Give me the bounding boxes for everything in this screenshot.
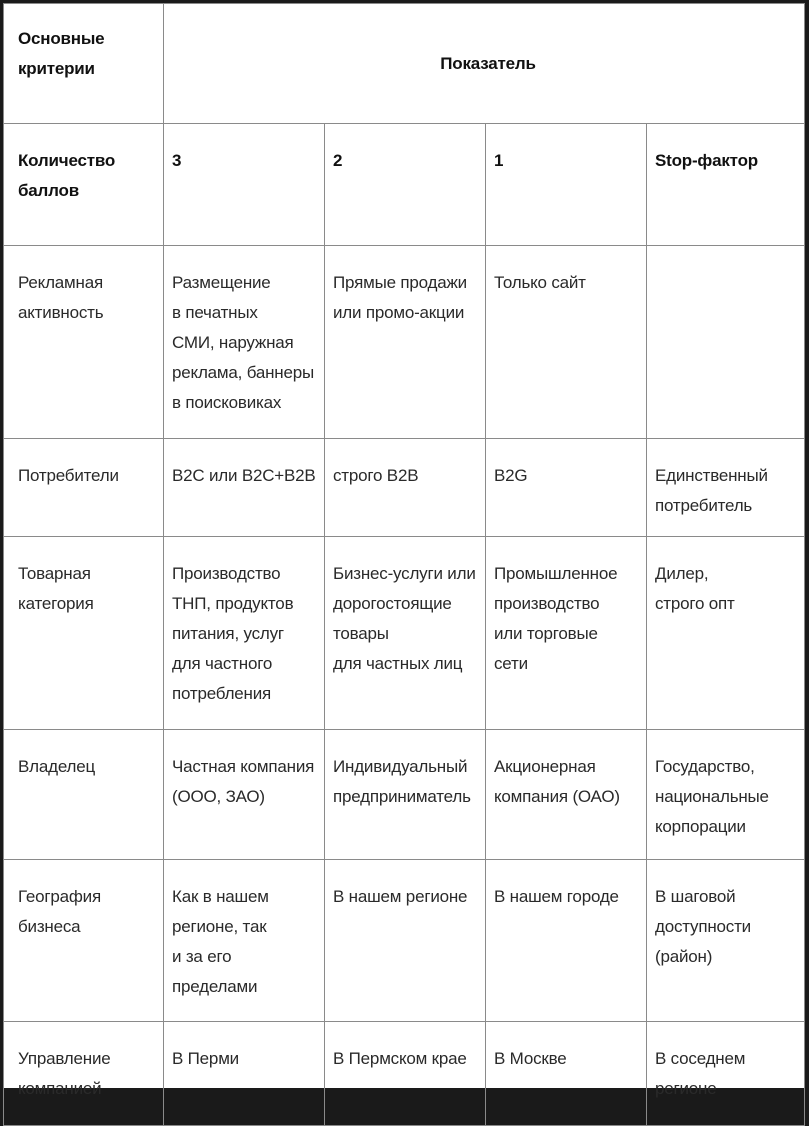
- value-text: В Пермском крае: [333, 1049, 467, 1068]
- value-cell: [647, 537, 805, 730]
- value-cell: [647, 439, 805, 537]
- document-page: [3, 3, 804, 1098]
- criterion-cell: [4, 860, 164, 1022]
- criterion-cell: [4, 730, 164, 860]
- value-cell: [486, 860, 647, 1022]
- criterion-cell: [4, 1022, 164, 1126]
- value-cell: [164, 537, 325, 730]
- value-cell: [325, 730, 486, 860]
- score-value: 2: [333, 151, 343, 170]
- value-cell: [647, 1022, 805, 1126]
- value-cell: [325, 439, 486, 537]
- value-text: Только сайт: [494, 273, 586, 292]
- criteria-table: [3, 3, 805, 1126]
- value-cell: [325, 246, 486, 439]
- value-text: Государство, национальные корпорации: [655, 757, 769, 836]
- value-cell: [486, 1022, 647, 1126]
- value-cell: [486, 730, 647, 860]
- criterion-cell: [4, 439, 164, 537]
- table-row-geography: [4, 860, 805, 1022]
- score-cell-2: [325, 124, 486, 246]
- value-cell: [486, 537, 647, 730]
- value-text: Размещение в печатных СМИ, наружная реклама, баннеры в поисковиках: [172, 273, 315, 412]
- value-cell: [647, 246, 805, 439]
- criteria-header-label: Основные критерии: [18, 29, 105, 78]
- value-cell: [325, 537, 486, 730]
- value-cell: [164, 860, 325, 1022]
- value-text: Прямые продажи или промо-акции: [333, 273, 467, 322]
- value-text: Бизнес-услуги или дорогостоящие товары для частных лиц: [333, 564, 476, 673]
- value-cell: [325, 1022, 486, 1126]
- table-row-owner: [4, 730, 805, 860]
- value-text: B2C или B2C+B2B: [172, 466, 316, 485]
- value-text: B2G: [494, 466, 528, 485]
- criterion-label: Рекламная активность: [18, 273, 104, 322]
- value-cell: [647, 860, 805, 1022]
- value-text: Частная компания (ООО, ЗАО): [172, 757, 315, 806]
- header-row: [4, 4, 805, 124]
- value-text: В нашем городе: [494, 887, 619, 906]
- value-text: Единственный потребитель: [655, 466, 768, 515]
- value-text: Промышленное производство или торговые сети: [494, 564, 618, 673]
- score-value: Stop-фактор: [655, 151, 758, 170]
- criterion-label: Управление компанией: [18, 1049, 111, 1098]
- value-cell: [164, 1022, 325, 1126]
- criterion-label: Потребители: [18, 466, 119, 485]
- score-cell-3: [164, 124, 325, 246]
- value-cell: [325, 860, 486, 1022]
- indicator-header-cell: [164, 4, 805, 124]
- value-text: В соседнем регионе: [655, 1049, 746, 1098]
- value-text: В Москве: [494, 1049, 567, 1068]
- criterion-label: Товарная категория: [18, 564, 94, 613]
- value-cell: [164, 246, 325, 439]
- value-cell: [486, 246, 647, 439]
- value-text: В шаговой доступности (район): [655, 887, 751, 966]
- value-cell: [486, 439, 647, 537]
- value-cell: [164, 730, 325, 860]
- table-row-advertising: [4, 246, 805, 439]
- value-cell: [164, 439, 325, 537]
- indicator-header-label: Показатель: [440, 53, 536, 73]
- score-cell-stop: [647, 124, 805, 246]
- table-row-category: [4, 537, 805, 730]
- score-cell-1: [486, 124, 647, 246]
- score-row: [4, 124, 805, 246]
- criterion-cell: [4, 246, 164, 439]
- value-cell: [647, 730, 805, 860]
- score-value: 1: [494, 151, 504, 170]
- value-text: Индивидуальный предприниматель: [333, 757, 471, 806]
- value-text: Как в нашем регионе, так и за его пределами: [172, 887, 269, 996]
- criteria-header-cell: [4, 4, 164, 124]
- table-row-management: [4, 1022, 805, 1126]
- value-text: В Перми: [172, 1049, 239, 1068]
- value-text: строго B2B: [333, 466, 419, 485]
- value-text: Производство ТНП, продуктов питания, услуг для частного потребления: [172, 564, 294, 703]
- score-value: 3: [172, 151, 182, 170]
- value-text: В нашем регионе: [333, 887, 468, 906]
- score-label: Количество баллов: [18, 151, 116, 200]
- criterion-label: Владелец: [18, 757, 96, 776]
- criterion-label: География бизнеса: [18, 887, 101, 936]
- criterion-cell: [4, 537, 164, 730]
- table-row-consumers: [4, 439, 805, 537]
- value-text: Акционерная компания (ОАО): [494, 757, 620, 806]
- score-label-cell: [4, 124, 164, 246]
- value-text: Дилер, строго опт: [655, 564, 735, 613]
